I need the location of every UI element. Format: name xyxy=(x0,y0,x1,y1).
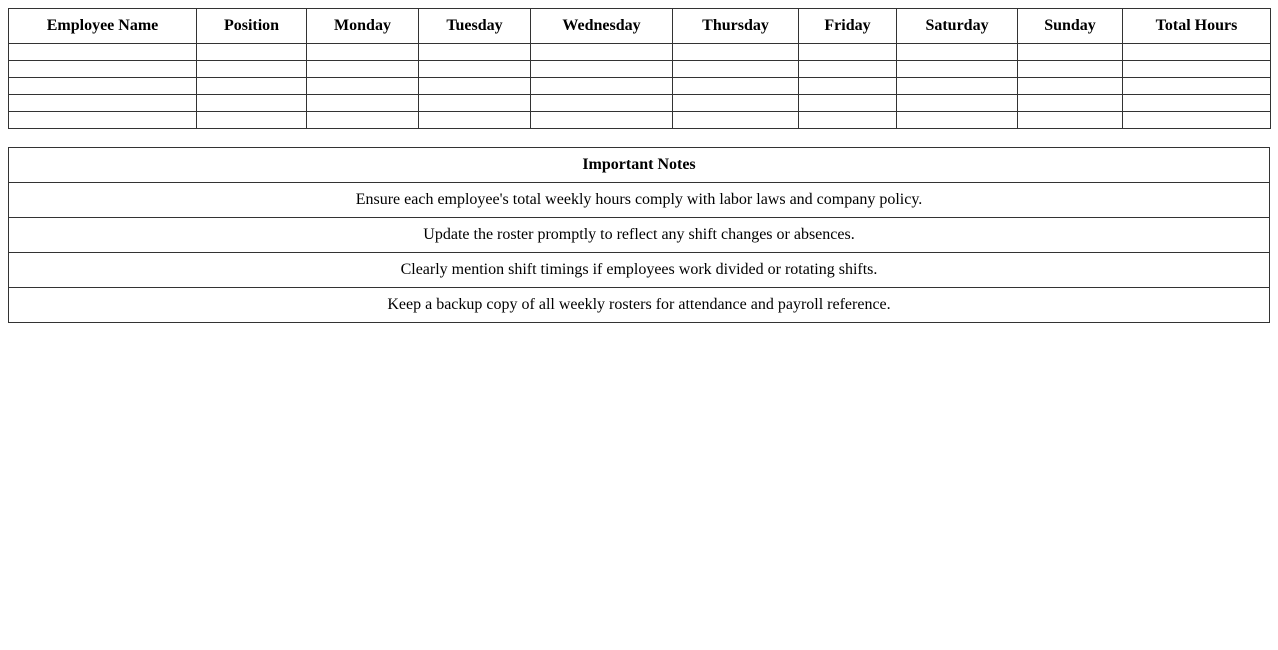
column-header-employee-name: Employee Name xyxy=(9,9,197,44)
column-header-position: Position xyxy=(197,9,307,44)
column-header-wednesday: Wednesday xyxy=(531,9,673,44)
roster-cell[interactable] xyxy=(531,61,673,78)
roster-row xyxy=(9,78,1271,95)
note-text: Ensure each employee's total weekly hours comply with labor laws and company policy. xyxy=(9,183,1270,218)
roster-cell[interactable] xyxy=(419,95,531,112)
roster-cell[interactable] xyxy=(673,95,799,112)
roster-cell[interactable] xyxy=(897,44,1018,61)
note-row xyxy=(9,288,1270,323)
column-header-saturday: Saturday xyxy=(897,9,1018,44)
roster-row xyxy=(9,44,1271,61)
roster-cell[interactable] xyxy=(799,112,897,129)
column-header-thursday: Thursday xyxy=(673,9,799,44)
roster-cell[interactable] xyxy=(307,78,419,95)
roster-cell[interactable] xyxy=(307,61,419,78)
roster-cell[interactable] xyxy=(897,95,1018,112)
note-text: Clearly mention shift timings if employees work divided or rotating shifts. xyxy=(9,253,1270,288)
roster-cell[interactable] xyxy=(531,44,673,61)
important-notes-table xyxy=(8,147,1270,323)
roster-row xyxy=(9,61,1271,78)
roster-cell[interactable] xyxy=(197,61,307,78)
roster-cell[interactable] xyxy=(9,78,197,95)
roster-cell[interactable] xyxy=(1018,112,1123,129)
roster-header-row xyxy=(9,9,1271,44)
note-text: Keep a backup copy of all weekly rosters for attendance and payroll reference. xyxy=(9,288,1270,323)
roster-cell[interactable] xyxy=(531,112,673,129)
roster-cell[interactable] xyxy=(9,112,197,129)
roster-cell[interactable] xyxy=(1018,78,1123,95)
roster-cell[interactable] xyxy=(1123,44,1271,61)
note-row xyxy=(9,253,1270,288)
roster-cell[interactable] xyxy=(1123,112,1271,129)
roster-cell[interactable] xyxy=(419,61,531,78)
roster-cell[interactable] xyxy=(307,95,419,112)
roster-cell[interactable] xyxy=(197,78,307,95)
note-row xyxy=(9,218,1270,253)
roster-cell[interactable] xyxy=(531,78,673,95)
roster-cell[interactable] xyxy=(673,78,799,95)
roster-cell[interactable] xyxy=(307,44,419,61)
roster-cell[interactable] xyxy=(799,78,897,95)
notes-header-row xyxy=(9,148,1270,183)
roster-cell[interactable] xyxy=(9,61,197,78)
roster-cell[interactable] xyxy=(307,112,419,129)
roster-cell[interactable] xyxy=(1018,61,1123,78)
roster-cell[interactable] xyxy=(1123,61,1271,78)
roster-cell[interactable] xyxy=(197,44,307,61)
note-text: Update the roster promptly to reflect any shift changes or absences. xyxy=(9,218,1270,253)
roster-cell[interactable] xyxy=(419,44,531,61)
roster-cell[interactable] xyxy=(1123,78,1271,95)
roster-cell[interactable] xyxy=(419,112,531,129)
roster-cell[interactable] xyxy=(9,95,197,112)
roster-cell[interactable] xyxy=(419,78,531,95)
column-header-sunday: Sunday xyxy=(1018,9,1123,44)
roster-cell[interactable] xyxy=(897,78,1018,95)
roster-cell[interactable] xyxy=(673,61,799,78)
roster-row xyxy=(9,95,1271,112)
column-header-friday: Friday xyxy=(799,9,897,44)
roster-cell[interactable] xyxy=(197,95,307,112)
roster-cell[interactable] xyxy=(9,44,197,61)
note-row xyxy=(9,183,1270,218)
notes-title: Important Notes xyxy=(9,148,1270,183)
roster-cell[interactable] xyxy=(1018,95,1123,112)
roster-cell[interactable] xyxy=(799,95,897,112)
roster-cell[interactable] xyxy=(673,112,799,129)
roster-cell[interactable] xyxy=(531,95,673,112)
column-header-monday: Monday xyxy=(307,9,419,44)
column-header-tuesday: Tuesday xyxy=(419,9,531,44)
roster-cell[interactable] xyxy=(1123,95,1271,112)
weekly-roster-table xyxy=(8,8,1271,129)
roster-cell[interactable] xyxy=(673,44,799,61)
column-header-total-hours: Total Hours xyxy=(1123,9,1271,44)
roster-cell[interactable] xyxy=(897,61,1018,78)
roster-row xyxy=(9,112,1271,129)
roster-cell[interactable] xyxy=(897,112,1018,129)
roster-cell[interactable] xyxy=(799,44,897,61)
roster-cell[interactable] xyxy=(197,112,307,129)
roster-cell[interactable] xyxy=(1018,44,1123,61)
roster-cell[interactable] xyxy=(799,61,897,78)
